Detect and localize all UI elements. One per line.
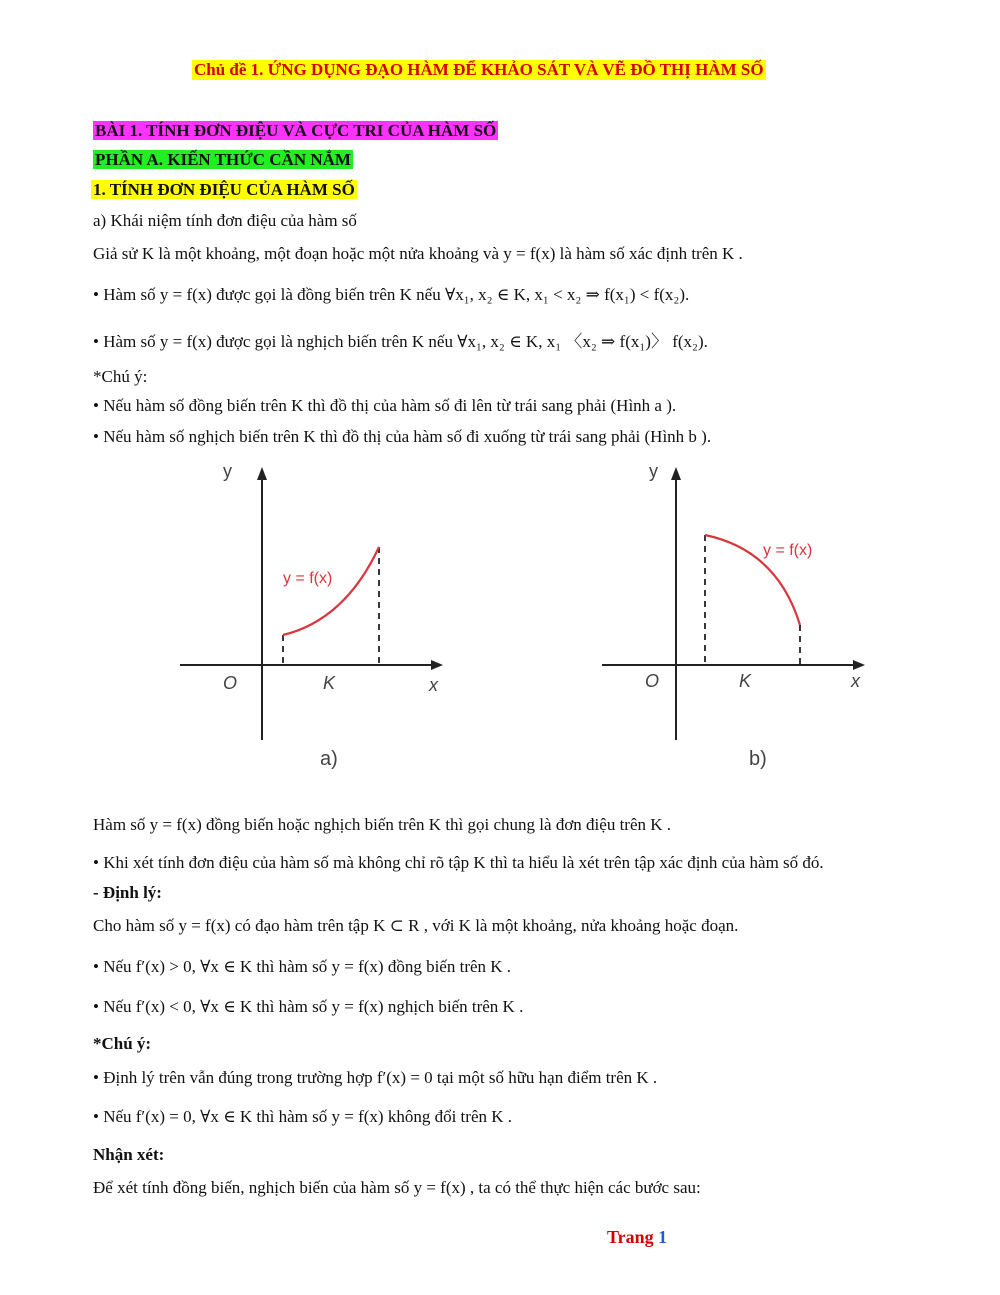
part-heading: PHẦN A. KIẾN THỨC CẦN NẮM xyxy=(95,150,351,169)
page-number: 1 xyxy=(658,1227,668,1247)
y-axis-arrow xyxy=(671,467,681,480)
y-label: y xyxy=(649,461,658,481)
figure-b xyxy=(597,455,882,775)
lesson-heading: BÀI 1. TÍNH ĐƠN ĐIỆU VÀ CỰC TRI CỦA HÀM SỐ xyxy=(95,121,497,140)
interval-label: K xyxy=(323,673,336,693)
page-title: Chủ đề 1. ỨNG DỤNG ĐẠO HÀM ĐỂ KHẢO SÁT VÀ VẼ ĐỒ THỊ HÀM SỐ xyxy=(194,60,764,79)
x-label: x xyxy=(429,675,438,695)
text-line: • Nếu f′(x) < 0, ∀x ∈ K thì hàm số y = f(x) nghịch biến trên K . xyxy=(93,997,524,1016)
text-line: • Khi xét tính đơn điệu của hàm số mà không chỉ rõ tập K thì ta hiểu là xét trên tập xác định của hàm số đó. xyxy=(93,853,824,872)
figure-caption: b) xyxy=(749,748,767,770)
curve-label: y = f(x) xyxy=(763,542,813,559)
text-line: Giả sử K là một khoảng, một đoạn hoặc một nửa khoảng và y = f(x) là hàm số xác định trên K . xyxy=(93,244,743,263)
increasing-curve xyxy=(283,547,379,635)
text-line: • Nếu hàm số đồng biến trên K thì đồ thị của hàm số đi lên từ trái sang phải (Hình a ). xyxy=(93,396,677,415)
origin-label: O xyxy=(645,671,660,691)
text-line: *Chú ý: xyxy=(93,367,148,386)
figure-a xyxy=(175,455,460,775)
text-line: • Nếu hàm số nghịch biến trên K thì đồ thị của hàm số đi xuống từ trái sang phải (Hình b ). xyxy=(93,427,712,446)
figure-caption: a) xyxy=(320,748,338,770)
note-heading: *Chú ý: xyxy=(93,1034,152,1053)
text-line: • Hàm số y = f(x) được gọi là nghịch biến trên K nếu ∀x₁, x₂ ∈ K, x₁ 〈x₂ ⇒ f(x₁)〉 f(x₂). xyxy=(93,332,708,351)
footer-label: Trang xyxy=(607,1227,654,1247)
x-axis-arrow xyxy=(853,660,865,670)
y-label: y xyxy=(223,461,232,481)
origin-label: O xyxy=(223,673,238,693)
page-footer xyxy=(607,1227,667,1248)
curve-label: y = f(x) xyxy=(283,570,333,587)
text-line: a) Khái niệm tính đơn điệu của hàm số xyxy=(93,211,357,230)
text-line: Hàm số y = f(x) đồng biến hoặc nghịch biến trên K thì gọi chung là đơn điệu trên K . xyxy=(93,815,672,834)
theorem-heading: - Định lý: xyxy=(93,883,162,902)
remark-heading: Nhận xét: xyxy=(93,1145,165,1164)
text-line: • Định lý trên vẫn đúng trong trường hợp f′(x) = 0 tại một số hữu hạn điểm trên K . xyxy=(93,1068,658,1087)
text-line: • Nếu f′(x) > 0, ∀x ∈ K thì hàm số y = f(x) đồng biến trên K . xyxy=(93,957,512,976)
text-line: • Nếu f′(x) = 0, ∀x ∈ K thì hàm số y = f(x) không đổi trên K . xyxy=(93,1107,513,1126)
section-heading: 1. TÍNH ĐƠN ĐIỆU CỦA HÀM SỐ xyxy=(93,180,355,199)
text-line: Để xét tính đồng biến, nghịch biến của hàm số y = f(x) , ta có thể thực hiện các bước sau: xyxy=(93,1178,701,1197)
x-axis-arrow xyxy=(431,660,443,670)
text-line: • Hàm số y = f(x) được gọi là đồng biến trên K nếu ∀x₁, x₂ ∈ K, x₁ < x₂ ⇒ f(x₁) < f(x₂). xyxy=(93,285,690,304)
interval-label: K xyxy=(739,671,752,691)
y-axis-arrow xyxy=(257,467,267,480)
text-line: Cho hàm số y = f(x) có đạo hàm trên tập K ⊂ R , với K là một khoảng, nửa khoảng hoặc đoạn. xyxy=(93,916,739,935)
x-label: x xyxy=(851,671,860,691)
